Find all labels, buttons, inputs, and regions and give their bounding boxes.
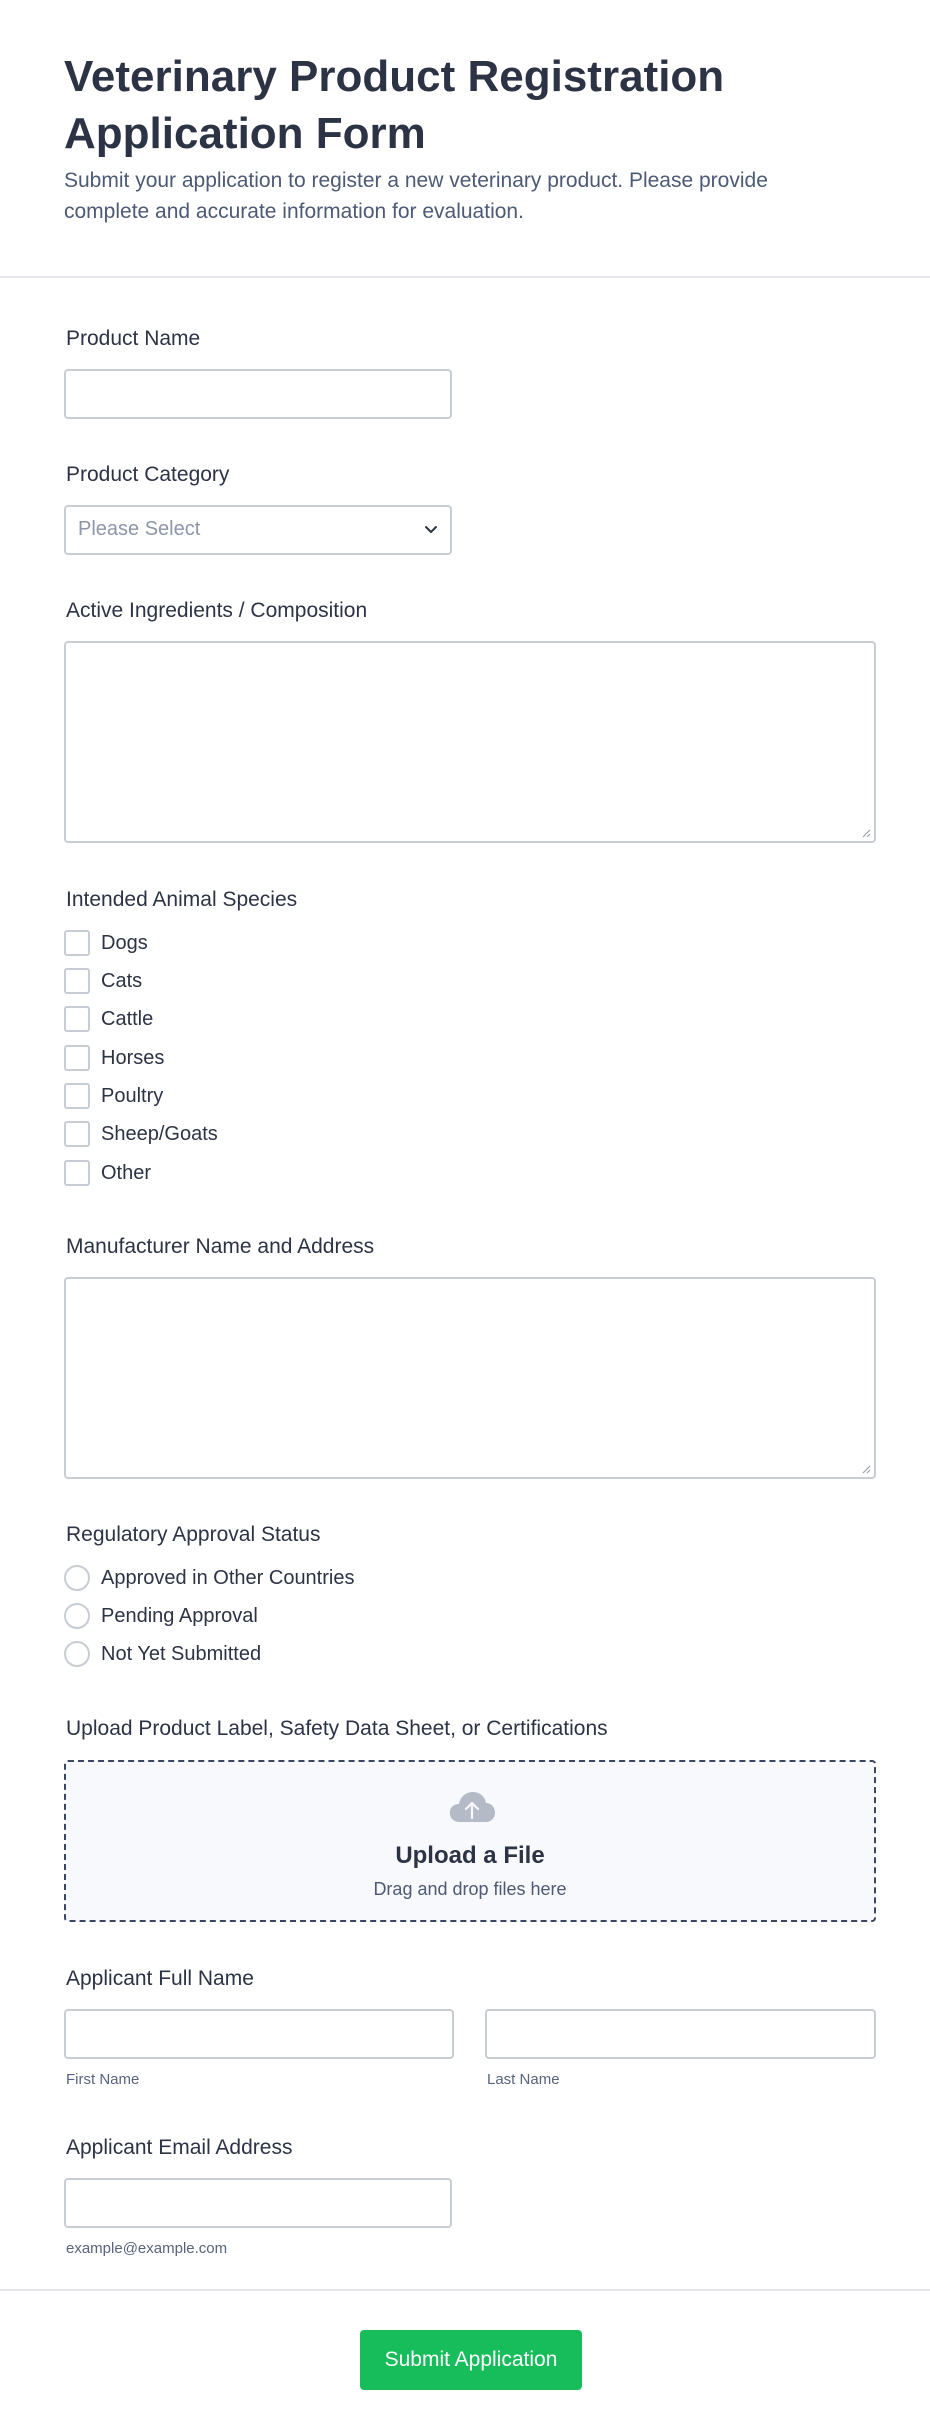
last-name-input[interactable] xyxy=(485,2009,876,2059)
resize-grip-icon[interactable] xyxy=(861,828,871,838)
regulatory-label: Regulatory Approval Status xyxy=(66,1523,321,1546)
resize-grip-icon[interactable] xyxy=(861,1464,871,1474)
checkbox[interactable] xyxy=(64,1121,90,1147)
full-name-label: Applicant Full Name xyxy=(66,1967,254,1990)
product-category-select[interactable] xyxy=(64,505,452,555)
form-header xyxy=(0,0,930,278)
submit-button[interactable]: Submit Application xyxy=(360,2330,582,2390)
last-name-sublabel: Last Name xyxy=(487,2071,560,2088)
upload-label: Upload Product Label, Safety Data Sheet, or Certifications xyxy=(66,1717,608,1740)
checkbox[interactable] xyxy=(64,1160,90,1186)
form-footer xyxy=(0,2289,930,2436)
option-label: Approved in Other Countries xyxy=(101,1567,355,1589)
option-label: Poultry xyxy=(101,1085,164,1107)
product-name-label: Product Name xyxy=(66,327,201,350)
first-name-input[interactable] xyxy=(64,2009,454,2059)
product-category-value: Please Select xyxy=(78,518,201,540)
option-label: Cats xyxy=(101,970,143,992)
checkbox[interactable] xyxy=(64,1045,90,1071)
option-label: Not Yet Submitted xyxy=(101,1643,262,1665)
product-category-label: Product Category xyxy=(66,463,230,486)
option-label: Pending Approval xyxy=(101,1605,258,1627)
chevron-down-icon xyxy=(424,523,438,537)
page-subtitle: Submit your application to register a new veterinary product. Please provide complete and accurate information for evaluation. xyxy=(64,169,768,223)
radio-button[interactable] xyxy=(64,1565,90,1591)
email-label: Applicant Email Address xyxy=(66,2136,293,2159)
email-sublabel: example@example.com xyxy=(66,2240,228,2257)
manufacturer-textarea[interactable] xyxy=(64,1277,876,1479)
radio-button[interactable] xyxy=(64,1641,90,1667)
species-label: Intended Animal Species xyxy=(66,888,298,911)
option-label: Sheep/Goats xyxy=(101,1123,218,1145)
checkbox[interactable] xyxy=(64,1083,90,1109)
product-name-input[interactable] xyxy=(64,369,452,419)
checkbox[interactable] xyxy=(64,968,90,994)
upload-title: Upload a File xyxy=(395,1842,545,1869)
ingredients-textarea[interactable] xyxy=(64,641,876,843)
checkbox[interactable] xyxy=(64,930,90,956)
page-title: Veterinary Product Registration Application Form xyxy=(64,52,725,158)
option-label: Dogs xyxy=(101,932,148,954)
first-name-sublabel: First Name xyxy=(66,2071,140,2088)
upload-subtitle: Drag and drop files here xyxy=(373,1879,567,1899)
email-input[interactable] xyxy=(64,2178,452,2228)
ingredients-label: Active Ingredients / Composition xyxy=(66,599,368,622)
file-upload-dropzone[interactable] xyxy=(64,1760,876,1922)
manufacturer-label: Manufacturer Name and Address xyxy=(66,1235,375,1258)
radio-button[interactable] xyxy=(64,1603,90,1629)
cloud-upload-icon xyxy=(447,1788,497,1826)
option-label: Horses xyxy=(101,1047,165,1069)
option-label: Other xyxy=(101,1162,152,1184)
option-label: Cattle xyxy=(101,1008,154,1030)
checkbox[interactable] xyxy=(64,1006,90,1032)
